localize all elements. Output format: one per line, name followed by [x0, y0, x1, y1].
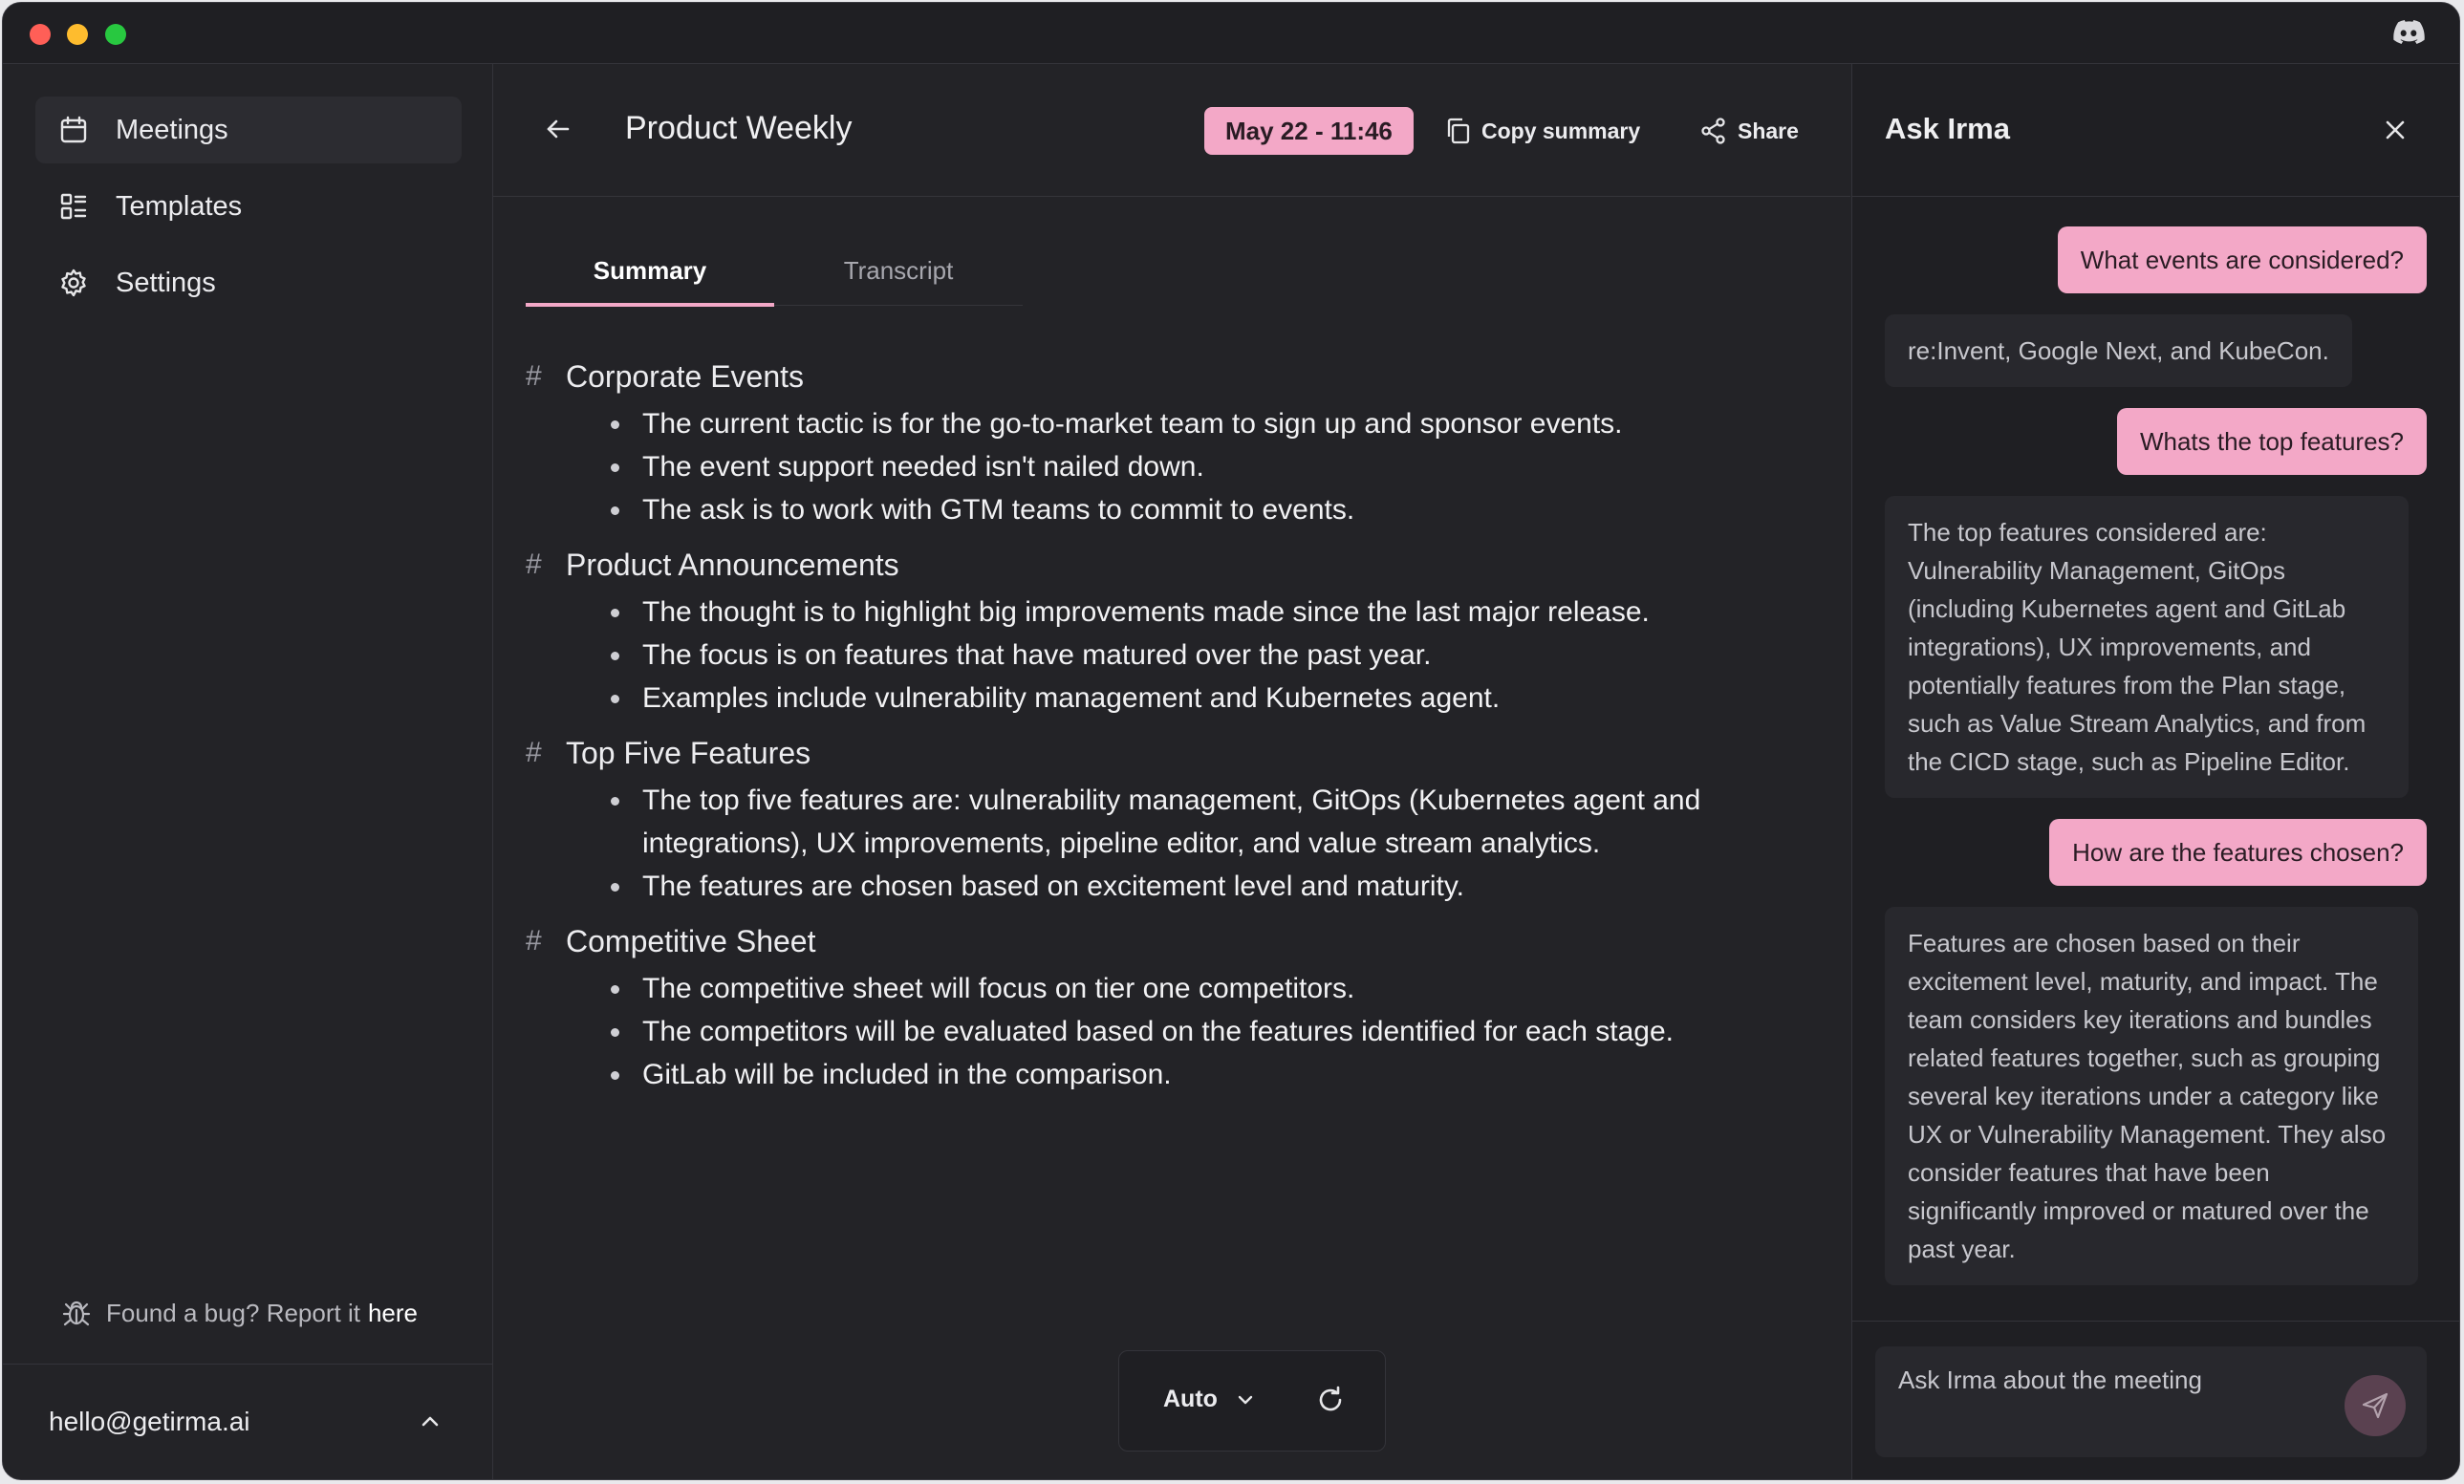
date-badge[interactable]: May 22 - 11:46 [1204, 107, 1414, 155]
section-heading [526, 539, 1768, 591]
ask-irma-panel [1851, 64, 2459, 1479]
account-menu[interactable] [3, 1364, 492, 1479]
calendar-icon [56, 113, 91, 147]
list-item: The competitive sheet will focus on tier one competitors. [642, 967, 1768, 1010]
chat-messages [1885, 226, 2427, 1306]
hash-icon: # [526, 737, 542, 768]
tab-transcript[interactable]: Transcript [843, 255, 954, 285]
summary-section [526, 351, 1768, 531]
sidebar-item-templates[interactable] [35, 173, 462, 240]
share-button[interactable] [1699, 107, 1799, 155]
tab-bar [526, 238, 1023, 306]
close-window-button[interactable] [30, 24, 51, 45]
sidebar [3, 64, 493, 1479]
chat-input-placeholder: Ask Irma about the meeting [1898, 1366, 2202, 1394]
discord-icon[interactable] [2392, 20, 2425, 45]
sidebar-item-meetings[interactable] [35, 97, 462, 163]
mode-label: Auto [1163, 1386, 1218, 1412]
user-message: Whats the top features? [2117, 408, 2427, 475]
hash-icon: # [526, 548, 542, 580]
section-title: Corporate Events [566, 358, 805, 394]
share-icon [1699, 117, 1728, 145]
bot-message: The top features considered are: Vulnerability Management, GitOps (including Kubernetes agent and GitLab integrations), UX improvements, and potentially features from the Plan stage, such as Value Stream Analytics, and from the CICD stage, such as Pipeline Editor. [1885, 496, 2409, 798]
bot-message: Features are chosen based on their excitement level, maturity, and impact. The team considers key iterations and bundles related features together, such as grouping several key iterations under a category like UX or Vulnerability Management. They also consider features that have been significantly improved or matured over the past year. [1885, 907, 2418, 1285]
list-item: The event support needed isn't nailed down. [642, 445, 1768, 488]
copy-summary-button[interactable] [1443, 107, 1640, 155]
summary-section [526, 539, 1768, 720]
list-item: The competitors will be evaluated based on the features identified for each stage. [642, 1010, 1768, 1053]
app-window [2, 2, 2460, 1480]
section-heading [526, 915, 1768, 967]
bug-icon [60, 1297, 93, 1329]
bullet-list [526, 402, 1768, 531]
list-item: The focus is on features that have matured over the past year. [642, 634, 1768, 677]
mode-select[interactable] [1163, 1386, 1258, 1413]
back-arrow-icon[interactable] [541, 112, 575, 146]
copy-summary-label: Copy summary [1481, 118, 1641, 143]
list-item: Examples include vulnerability management and Kubernetes agent. [642, 677, 1768, 720]
chevron-down-icon [1233, 1387, 1258, 1412]
maximize-window-button[interactable] [105, 24, 126, 45]
chat-header [1852, 64, 2459, 197]
sidebar-item-label: Settings [116, 267, 216, 298]
copy-icon [1443, 117, 1472, 145]
sidebar-item-settings[interactable] [35, 249, 462, 316]
bug-report [60, 1297, 418, 1329]
gear-icon [56, 266, 91, 300]
user-message: How are the features chosen? [2049, 819, 2427, 886]
section-title: Top Five Features [566, 735, 811, 770]
section-heading [526, 351, 1768, 402]
send-icon [2360, 1390, 2390, 1421]
bullet-list [526, 591, 1768, 720]
chat-title: Ask Irma [1885, 112, 2010, 145]
sidebar-item-label: Templates [116, 190, 243, 222]
page-title: Product Weekly [625, 110, 853, 146]
chat-composer [1852, 1321, 2459, 1479]
close-icon[interactable] [2381, 116, 2410, 144]
list-item: The ask is to work with GTM teams to commit to events. [642, 488, 1768, 531]
list-item: GitLab will be included in the comparison. [642, 1053, 1768, 1096]
summary-content [526, 351, 1768, 1104]
list-item: The thought is to highlight big improvements made since the last major release. [642, 591, 1768, 634]
minimize-window-button[interactable] [67, 24, 88, 45]
main-content [493, 64, 1850, 1479]
list-item: The current tactic is for the go-to-market team to sign up and sponsor events. [642, 402, 1768, 445]
tab-summary[interactable]: Summary [526, 238, 774, 307]
bullet-list [526, 967, 1768, 1096]
section-heading [526, 727, 1768, 779]
meeting-header [493, 64, 1850, 197]
title-bar [3, 3, 2459, 64]
section-title: Product Announcements [566, 547, 899, 582]
chevron-up-icon[interactable] [416, 1407, 444, 1435]
refresh-icon[interactable] [1314, 1384, 1347, 1416]
send-button[interactable] [2345, 1375, 2406, 1436]
bug-report-text: Found a bug? Report it [106, 1298, 360, 1327]
section-title: Competitive Sheet [566, 923, 816, 958]
list-item: The features are chosen based on excitement level and maturity. [642, 865, 1770, 908]
account-email: hello@getirma.ai [49, 1407, 250, 1436]
templates-icon [56, 189, 91, 224]
bug-report-link[interactable]: here [367, 1298, 419, 1327]
bot-message: re:Invent, Google Next, and KubeCon. [1885, 314, 2352, 387]
list-item: The top five features are: vulnerability management, GitOps (Kubernetes agent and integrations), UX improvements, pipeline editor, and value stream analytics. [642, 779, 1770, 865]
chat-input[interactable] [1875, 1346, 2427, 1457]
user-message: What events are considered? [2058, 226, 2427, 293]
hash-icon: # [526, 925, 542, 957]
sidebar-item-label: Meetings [116, 114, 228, 145]
share-label: Share [1738, 118, 1799, 143]
hash-icon: # [526, 360, 542, 392]
summary-section [526, 727, 1768, 908]
summary-toolbar [1118, 1350, 1386, 1452]
summary-section [526, 915, 1768, 1096]
bullet-list [526, 779, 1770, 908]
